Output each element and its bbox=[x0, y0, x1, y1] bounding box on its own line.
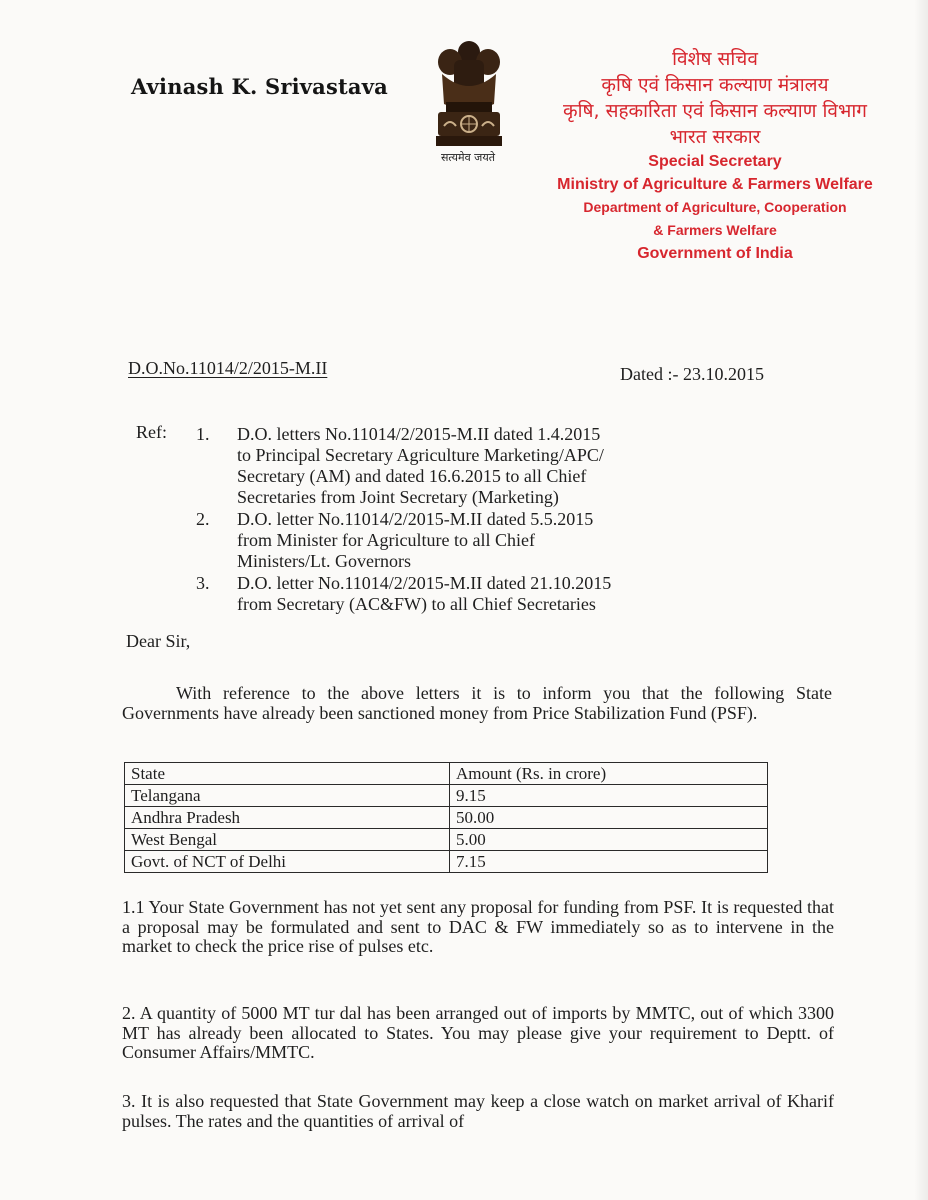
office-hindi-line-1: विशेष सचिव bbox=[672, 48, 758, 70]
reference-line: Secretary (AM) and dated 16.6.2015 to all Chief bbox=[237, 466, 587, 486]
reference-list bbox=[196, 424, 711, 616]
reference-text bbox=[237, 509, 711, 572]
letter-date: Dated :- 23.10.2015 bbox=[620, 364, 764, 384]
reference-item bbox=[196, 573, 711, 615]
table-cell-amount: 9.15 bbox=[450, 785, 768, 807]
reference-number: 1. bbox=[196, 424, 210, 444]
table-row bbox=[125, 807, 768, 829]
paragraph-2: 2. A quantity of 5000 MT tur dal has been arranged out of imports by MMTC, out of which 3300 MT has already been allocated to States. You may please give your requirement to Deptt. of Consumer Affairs/MMTC. bbox=[122, 1003, 834, 1062]
reference-line: Ministers/Lt. Governors bbox=[237, 551, 411, 571]
office-letterhead bbox=[520, 46, 910, 265]
reference-line: D.O. letters No.11014/2/2015-M.II dated 1.4.2015 bbox=[237, 424, 601, 444]
reference-line: from Minister for Agriculture to all Chief bbox=[237, 530, 535, 550]
table-cell-amount: 7.15 bbox=[450, 851, 768, 873]
reference-item bbox=[196, 424, 711, 508]
office-department-line-1: Department of Agriculture, Cooperation bbox=[583, 199, 847, 215]
table-cell-state: West Bengal bbox=[125, 829, 450, 851]
intro-paragraph bbox=[122, 684, 832, 723]
table-cell-state: Andhra Pradesh bbox=[125, 807, 450, 829]
office-hindi-line-2: कृषि एवं किसान कल्याण मंत्रालय bbox=[601, 74, 829, 96]
office-designation: Special Secretary bbox=[648, 153, 782, 170]
table-row bbox=[125, 851, 768, 873]
intro-text: With reference to the above letters it is to inform you that the following State Governments have already been sanctioned money from Price Stabilization Fund (PSF). bbox=[122, 683, 832, 723]
table-header-state: State bbox=[125, 763, 450, 785]
reference-number: 3. bbox=[196, 573, 210, 593]
reference-text bbox=[237, 424, 711, 508]
table-cell-state: Govt. of NCT of Delhi bbox=[125, 851, 450, 873]
table-cell-amount: 50.00 bbox=[450, 807, 768, 829]
office-ministry: Ministry of Agriculture & Farmers Welfare bbox=[557, 176, 873, 193]
reference-number: 2. bbox=[196, 509, 210, 529]
table-cell-state: Telangana bbox=[125, 785, 450, 807]
paragraph-1-1: 1.1 Your State Government has not yet sent any proposal for funding from PSF. It is requested that a proposal may be formulated and sent to DAC & FW immediately so as to intervene in the market to check the price rise of pulses etc. bbox=[122, 897, 834, 956]
reference-line: D.O. letter No.11014/2/2015-M.II dated 21.10.2015 bbox=[237, 573, 612, 593]
salutation: Dear Sir, bbox=[126, 631, 191, 651]
paragraph-3: 3. It is also requested that State Government may keep a close watch on market arrival of Kharif pulses. The rates and the quantities of arrival of bbox=[122, 1091, 834, 1131]
emblem-motto: सत्यमेव जयते bbox=[440, 151, 495, 164]
table-header-row bbox=[125, 763, 768, 785]
table-row bbox=[125, 829, 768, 851]
psf-sanction-table bbox=[124, 762, 768, 873]
do-number: D.O.No.11014/2/2015-M.II bbox=[128, 358, 328, 378]
reference-text bbox=[237, 573, 711, 615]
reference-line: Secretaries from Joint Secretary (Marketing) bbox=[237, 487, 559, 507]
reference-line: from Secretary (AC&FW) to all Chief Secretaries bbox=[237, 594, 596, 614]
table-header-amount: Amount (Rs. in crore) bbox=[450, 763, 768, 785]
reference-line: D.O. letter No.11014/2/2015-M.II dated 5.5.2015 bbox=[237, 509, 594, 529]
table-row bbox=[125, 785, 768, 807]
sender-name: Avinash K. Srivastava bbox=[131, 74, 388, 99]
table-cell-amount: 5.00 bbox=[450, 829, 768, 851]
office-department-line-2: & Farmers Welfare bbox=[653, 222, 777, 238]
office-hindi-line-3: कृषि, सहकारिता एवं किसान कल्याण विभाग bbox=[563, 100, 867, 122]
reference-item bbox=[196, 509, 711, 572]
ref-label: Ref: bbox=[136, 422, 167, 442]
page-edge-shadow bbox=[914, 0, 928, 1200]
office-hindi-line-4: भारत सरकार bbox=[669, 126, 761, 148]
reference-line: to Principal Secretary Agriculture Marketing/APC/ bbox=[237, 445, 604, 465]
office-government: Government of India bbox=[637, 245, 793, 262]
